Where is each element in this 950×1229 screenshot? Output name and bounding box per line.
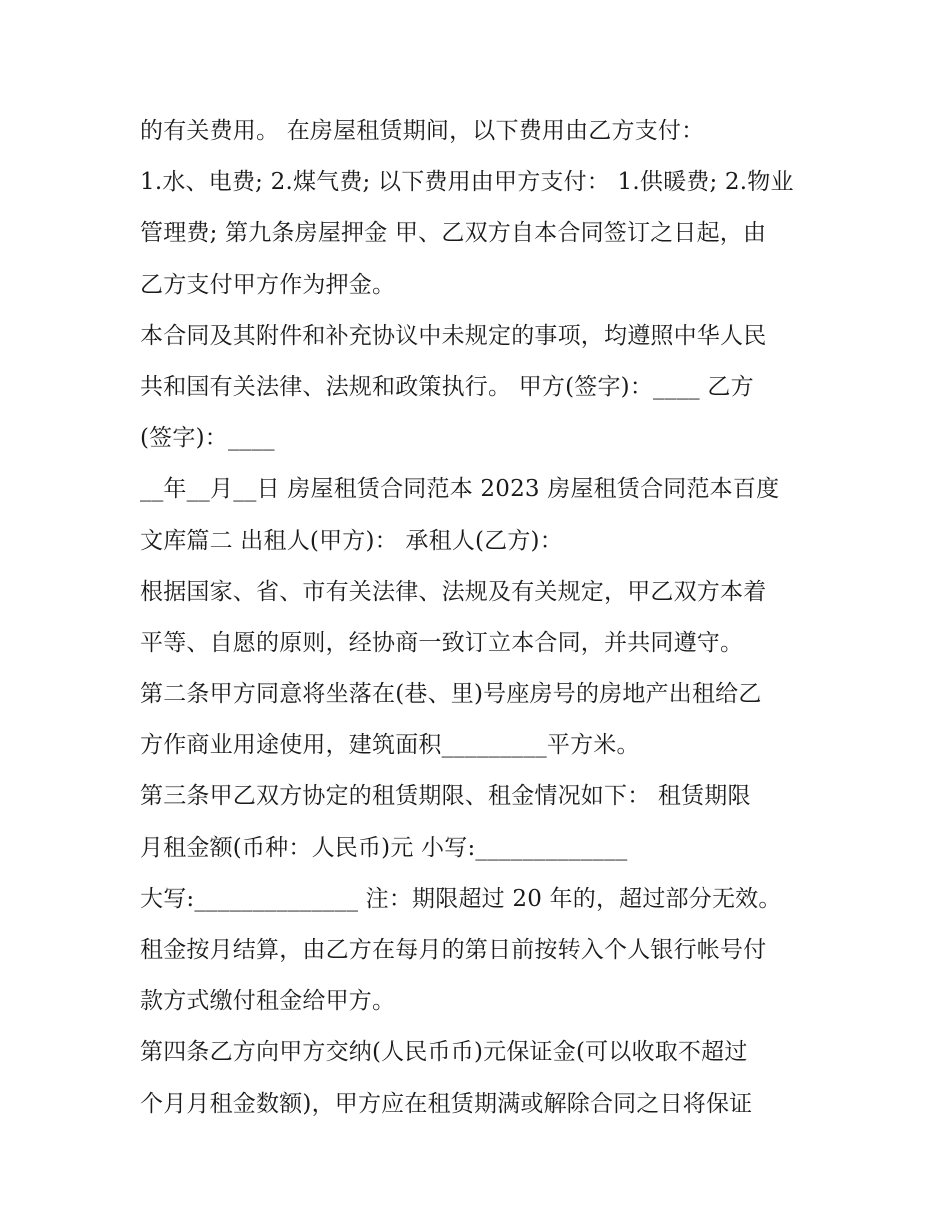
text-line: __年__月__日 房屋租赁合同范本 2023 房屋租赁合同范本百度 xyxy=(140,476,780,503)
text-line: 乙方支付甲方作为押金。 xyxy=(140,271,396,298)
text-line: 第三条甲乙双方协定的租赁期限、租金情况如下： 租赁期限 xyxy=(140,783,751,810)
text-line: 方作商业用途使用，建筑面积_________平方米。 xyxy=(140,732,640,759)
text-line: 本合同及其附件和补充协议中未规定的事项，均遵照中华人民 xyxy=(140,322,767,349)
text-line: 1.水、电费; 2.煤气费; 以下费用由甲方支付： 1.供暖费; 2.物业 xyxy=(140,169,794,196)
text-line: 共和国有关法律、法规和政策执行。 甲方(签字)：____ 乙方 xyxy=(140,373,754,400)
text-line: 的有关费用。 在房屋租赁期间，以下费用由乙方支付： xyxy=(140,118,705,144)
text-line: 第二条甲方同意将坐落在(巷、里)号座房号的房地产出租给乙 xyxy=(140,681,762,708)
text-line: 平等、自愿的原则，经协商一致订立本合同，并共同遵守。 xyxy=(140,629,744,656)
contract-text xyxy=(140,106,820,1130)
text-line: 款方式缴付租金给甲方。 xyxy=(140,988,396,1015)
text-line: 月租金额(币种：人民币)元 小写:_____________ xyxy=(140,834,628,861)
text-line: 个月月租金数额)，甲方应在租赁期满或解除合同之日将保证 xyxy=(140,1090,753,1117)
text-line: (签字)：____ xyxy=(140,425,275,452)
text-line: 租金按月结算，由乙方在每月的第日前按转入个人银行帐号付 xyxy=(140,937,767,963)
text-line: 根据国家、省、市有关法律、法规及有关规定，甲乙双方本着 xyxy=(140,578,767,605)
text-line: 第四条乙方向甲方交纳(人民币币)元保证金(可以收取不超过 xyxy=(140,1039,748,1066)
text-line: 文库篇二 出租人(甲方)： 承租人(乙方)： xyxy=(140,527,563,554)
text-line: 管理费; 第九条房屋押金 甲、乙双方自本合同签订之日起，由 xyxy=(140,220,767,247)
text-line: 大写:______________ 注：期限超过 20 年的，超过部分无效。 xyxy=(140,885,782,912)
